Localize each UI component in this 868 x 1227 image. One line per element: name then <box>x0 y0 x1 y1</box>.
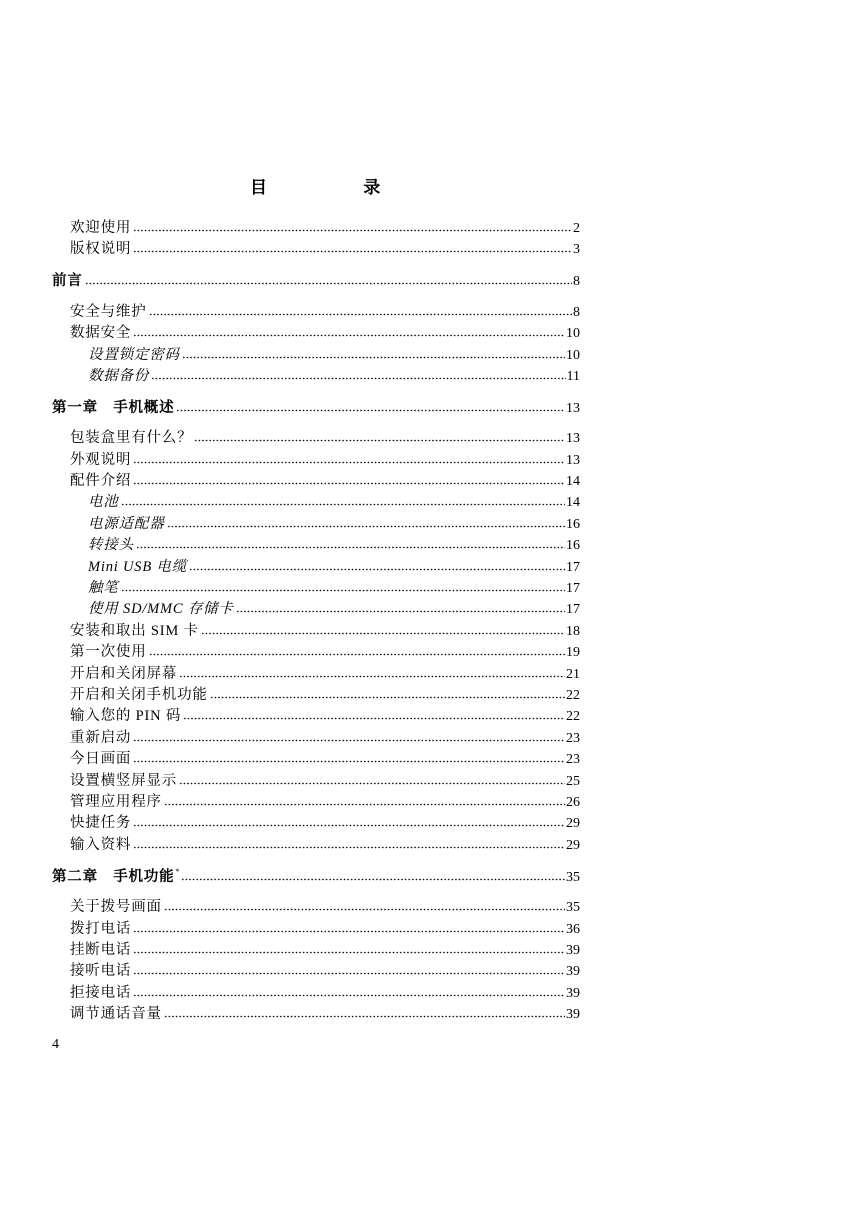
toc-entry-page: 13 <box>566 452 580 468</box>
toc-entry-page: 39 <box>566 964 580 980</box>
toc-entry-page: 26 <box>566 794 580 810</box>
toc-entry <box>52 366 580 387</box>
toc-entry-page: 10 <box>566 347 580 363</box>
toc-entry <box>52 685 580 706</box>
toc-entry-title: 使用 SD/MMC 存储卡 <box>88 601 234 618</box>
dot-leader <box>149 313 573 316</box>
dot-leader <box>121 589 565 592</box>
toc-entry-page: 18 <box>566 623 580 639</box>
toc-entry-title: 今日画面 <box>70 751 132 768</box>
dot-leader <box>210 696 565 699</box>
toc-entry-title: 第二章 手机功能 <box>52 868 175 885</box>
toc-entry-title: 快捷任务 <box>70 815 132 832</box>
dot-leader <box>164 908 565 911</box>
toc-entry-title: 转接头 <box>88 537 134 554</box>
toc-entry-title: 拨打电话 <box>70 920 132 937</box>
toc-entry-page: 35 <box>566 900 580 916</box>
dot-leader <box>133 994 565 997</box>
toc-entry-title: 外观说明 <box>70 451 132 468</box>
dot-leader <box>236 610 565 613</box>
dot-leader <box>121 503 565 506</box>
toc-entry-title: 触笔 <box>88 580 119 597</box>
toc-entry <box>52 471 580 492</box>
toc-entry <box>52 961 580 982</box>
toc-entry-title: 调节通话音量 <box>70 1006 162 1023</box>
dot-leader <box>133 972 565 975</box>
toc-entry-title: 管理应用程序 <box>70 793 162 810</box>
toc-entry-page: 11 <box>566 368 580 384</box>
dot-leader <box>176 409 565 412</box>
toc-entry-page: 39 <box>566 1007 580 1023</box>
dot-leader <box>133 824 565 827</box>
toc-entry-page: 13 <box>566 431 580 447</box>
toc-entry <box>52 835 580 856</box>
toc-entry <box>52 792 580 813</box>
toc-entry-title: 版权说明 <box>70 241 132 258</box>
toc-entry <box>52 749 580 770</box>
dot-leader <box>201 632 565 635</box>
toc-entry-page: 14 <box>566 495 580 511</box>
toc-entry-title: 设置锁定密码 <box>88 346 180 363</box>
toc-entry-title: 电池 <box>88 494 119 511</box>
toc-entry-title: 包装盒里有什么？ <box>70 430 193 447</box>
toc-entry <box>52 664 580 685</box>
toc-entry-page: 23 <box>566 752 580 768</box>
toc-entry-title: 设置横竖屏显示 <box>70 772 178 789</box>
toc-entry <box>52 897 580 918</box>
toc-entry-title: 第一次使用 <box>70 644 147 661</box>
toc-entry <box>52 621 580 642</box>
dot-leader <box>181 878 565 881</box>
toc-entry <box>52 728 580 749</box>
toc-entry-page: 16 <box>566 516 580 532</box>
toc-entry <box>52 599 580 620</box>
toc-entry <box>52 578 580 599</box>
toc-entry-title: 安全与维护 <box>70 303 147 320</box>
dot-leader <box>179 675 565 678</box>
toc-entry-page: 2 <box>573 221 580 236</box>
toc-entry <box>52 557 580 578</box>
dot-leader <box>136 546 565 549</box>
toc-entry-title: 输入资料 <box>70 836 132 853</box>
toc-entry-page: 16 <box>566 538 580 554</box>
toc-entry-page: 23 <box>566 730 580 746</box>
toc-entry-page: 17 <box>566 559 580 575</box>
toc-entry-page: 14 <box>566 474 580 490</box>
toc-chapter <box>52 867 580 888</box>
dot-leader <box>133 739 565 742</box>
toc-entry-page: 29 <box>566 816 580 832</box>
toc-entry-title: 开启和关闭屏幕 <box>70 665 178 682</box>
toc-entry <box>52 239 580 260</box>
page-number: 4 <box>52 1037 59 1052</box>
dot-leader <box>182 356 565 359</box>
toc-entry-page: 39 <box>566 942 580 958</box>
toc-entry-title: 重新启动 <box>70 729 132 746</box>
toc-entry-title: 数据备份 <box>88 367 150 384</box>
toc-entry-title: 第一章 手机概述 <box>52 399 175 416</box>
dot-leader <box>164 803 565 806</box>
footnote-mark: * <box>175 866 180 876</box>
toc-entry <box>52 492 580 513</box>
toc-entry <box>52 919 580 940</box>
dot-leader <box>133 482 565 485</box>
toc-entry-page: 17 <box>566 581 580 597</box>
toc-heading: 目 录 <box>250 178 381 197</box>
dot-leader <box>133 461 565 464</box>
toc-entry-page: 17 <box>566 602 580 618</box>
toc-entry-page: 22 <box>566 709 580 725</box>
toc-chapter <box>52 271 580 292</box>
dot-leader <box>149 653 566 656</box>
toc-entry <box>52 323 580 344</box>
toc-entry <box>52 302 580 323</box>
dot-leader <box>167 525 566 528</box>
toc-entry-title: 输入您的 PIN 码 <box>70 708 182 725</box>
toc-entry-page: 25 <box>566 773 580 789</box>
toc-entry-title: 前言 <box>52 273 83 290</box>
toc-entry-page: 39 <box>566 985 580 1001</box>
toc-entry-title: Mini USB 电缆 <box>88 558 188 575</box>
toc-entry-title: 配件介绍 <box>70 473 132 490</box>
toc-entry-page: 8 <box>573 274 580 290</box>
toc-entry-title: 开启和关闭手机功能 <box>70 687 208 703</box>
dot-leader <box>189 568 565 571</box>
toc-entry-page: 21 <box>566 666 580 682</box>
dot-leader <box>183 717 565 720</box>
toc-chapter <box>52 398 580 419</box>
dot-leader <box>133 760 565 763</box>
toc-entry-title: 关于拨号画面 <box>70 899 162 916</box>
toc-entry-title: 电源适配器 <box>88 515 165 532</box>
toc-entry <box>52 771 580 792</box>
dot-leader <box>133 951 565 954</box>
dot-leader <box>133 229 572 232</box>
toc-entry <box>52 983 580 1004</box>
toc-entry-page: 10 <box>566 326 580 342</box>
toc-entry <box>52 940 580 961</box>
toc-entry <box>52 1004 580 1025</box>
toc-entry-title: 挂断电话 <box>70 941 132 958</box>
dot-leader <box>133 250 572 253</box>
toc-entry-page: 29 <box>566 837 580 853</box>
toc-entry-page: 19 <box>566 645 580 661</box>
dot-leader <box>164 1015 565 1018</box>
toc-entry <box>52 706 580 727</box>
toc-entry <box>52 813 580 834</box>
dot-leader <box>133 846 565 849</box>
dot-leader <box>85 282 572 285</box>
toc-entry-title: 欢迎使用 <box>70 220 132 236</box>
toc-entry <box>52 514 580 535</box>
toc-entry-page: 13 <box>566 400 580 416</box>
toc-entry-title: 数据安全 <box>70 325 132 342</box>
table-of-contents <box>52 218 580 1025</box>
toc-entry-page: 3 <box>573 242 580 258</box>
toc-entry-page: 8 <box>573 304 580 320</box>
toc-entry <box>52 535 580 556</box>
toc-entry-page: 35 <box>566 869 580 885</box>
dot-leader <box>179 782 565 785</box>
toc-entry <box>52 345 580 366</box>
toc-entry-page: 36 <box>566 921 580 937</box>
dot-leader <box>194 439 565 442</box>
toc-entry-title: 安装和取出 SIM 卡 <box>70 622 199 639</box>
toc-entry-page: 22 <box>566 688 580 703</box>
dot-leader <box>133 930 565 933</box>
dot-leader <box>133 334 565 337</box>
dot-leader <box>151 377 565 380</box>
toc-entry <box>52 450 580 471</box>
toc-entry <box>52 428 580 449</box>
toc-entry <box>52 642 580 663</box>
toc-entry <box>52 218 580 239</box>
toc-entry-title: 拒接电话 <box>70 984 132 1001</box>
toc-entry-title: 接听电话 <box>70 963 132 980</box>
